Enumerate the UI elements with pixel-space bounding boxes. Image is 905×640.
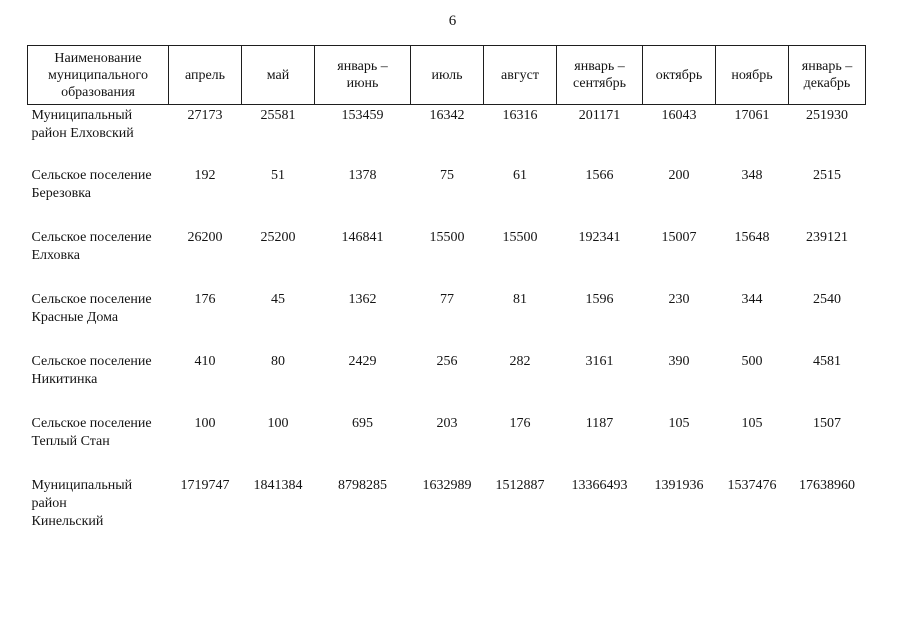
value-cell: 1632989: [422, 478, 472, 493]
value-cell: 16043: [661, 108, 697, 123]
value-cell: 15500: [429, 230, 465, 245]
value-cell: 153459: [341, 108, 384, 123]
value-cell: 192341: [578, 230, 621, 245]
value-cell: 1362: [348, 292, 377, 307]
value-cell: 61: [513, 168, 527, 183]
value-cell: 230: [668, 292, 690, 307]
table-body: [28, 105, 866, 538]
value-cell: 8798285: [338, 478, 387, 493]
municipality-name-cell: Муниципальный район Кинельский: [31, 478, 133, 529]
value-cell: 348: [741, 168, 763, 183]
municipality-name-cell: Сельское поселение Елховка: [31, 230, 152, 263]
value-cell: 26200: [187, 230, 223, 245]
value-cell: 17061: [734, 108, 770, 123]
value-cell: 25200: [260, 230, 296, 245]
value-cell: 3161: [585, 354, 614, 369]
value-cell: 100: [267, 416, 289, 431]
value-cell: 27173: [187, 108, 223, 123]
value-cell: 1566: [585, 168, 614, 183]
value-cell: 15500: [502, 230, 538, 245]
value-cell: 15648: [734, 230, 770, 245]
municipality-name-cell: Сельское поселение Никитинка: [31, 354, 152, 387]
value-cell: 25581: [260, 108, 296, 123]
table-header: [28, 46, 866, 105]
value-cell: 176: [194, 292, 216, 307]
value-cell: 105: [668, 416, 690, 431]
value-cell: 239121: [806, 230, 848, 245]
value-cell: 176: [509, 416, 531, 431]
header-may: май: [242, 46, 315, 105]
value-cell: 251930: [806, 108, 848, 123]
table-row: [28, 291, 866, 353]
municipality-name-cell: Сельское поселение Теплый Стан: [31, 416, 152, 449]
header-jan-dec: январь – декабрь: [789, 46, 866, 105]
table-row: [28, 353, 866, 415]
value-cell: 80: [271, 354, 285, 369]
value-cell: 105: [741, 416, 763, 431]
header-row: [28, 46, 866, 105]
value-cell: 1719747: [180, 478, 230, 493]
value-cell: 500: [741, 354, 763, 369]
value-cell: 51: [271, 168, 285, 183]
header-august: август: [484, 46, 557, 105]
value-cell: 1841384: [253, 478, 303, 493]
value-cell: 17638960: [799, 478, 855, 493]
value-cell: 16316: [502, 108, 538, 123]
value-cell: 200: [668, 168, 690, 183]
value-cell: 1537476: [727, 478, 777, 493]
value-cell: 2540: [813, 292, 841, 307]
page-number: 6: [448, 13, 457, 29]
value-cell: 15007: [661, 230, 697, 245]
table-row: [28, 105, 866, 168]
value-cell: 100: [194, 416, 216, 431]
table-row: [28, 477, 866, 537]
value-cell: 344: [741, 292, 763, 307]
value-cell: 1187: [585, 416, 614, 431]
municipality-name-cell: Сельское поселение Красные Дома: [31, 292, 152, 325]
municipality-name-cell: Муниципальный район Елховский: [31, 108, 134, 141]
header-november: ноябрь: [716, 46, 789, 105]
table-row: [28, 167, 866, 229]
value-cell: 4581: [813, 354, 841, 369]
value-cell: 1507: [813, 416, 841, 431]
value-cell: 2515: [813, 168, 841, 183]
table-row: [28, 229, 866, 291]
value-cell: 16342: [429, 108, 465, 123]
value-cell: 201171: [578, 108, 621, 123]
value-cell: 192: [194, 168, 216, 183]
header-july: июль: [411, 46, 484, 105]
municipality-name-cell: Сельское поселение Березовка: [31, 168, 152, 201]
value-cell: 1391936: [654, 478, 704, 493]
value-cell: 203: [436, 416, 458, 431]
value-cell: 146841: [341, 230, 384, 245]
value-cell: 695: [352, 416, 373, 431]
value-cell: 1596: [585, 292, 614, 307]
value-cell: 1378: [348, 168, 377, 183]
value-cell: 45: [271, 292, 285, 307]
value-cell: 13366493: [571, 478, 628, 493]
header-april: апрель: [169, 46, 242, 105]
header-jan-jun: январь – июнь: [315, 46, 411, 105]
header-jan-sep: январь – сентябрь: [557, 46, 643, 105]
value-cell: 390: [668, 354, 690, 369]
value-cell: 282: [509, 354, 531, 369]
value-cell: 256: [436, 354, 458, 369]
value-cell: 77: [440, 292, 454, 307]
table-row: [28, 415, 866, 477]
value-cell: 75: [440, 168, 454, 183]
header-municipality: Наименование муниципального образования: [28, 46, 169, 105]
value-cell: 2429: [348, 354, 377, 369]
value-cell: 1512887: [495, 478, 545, 493]
budget-table: [27, 45, 866, 537]
value-cell: 81: [513, 292, 527, 307]
value-cell: 410: [194, 354, 216, 369]
header-october: октябрь: [643, 46, 716, 105]
